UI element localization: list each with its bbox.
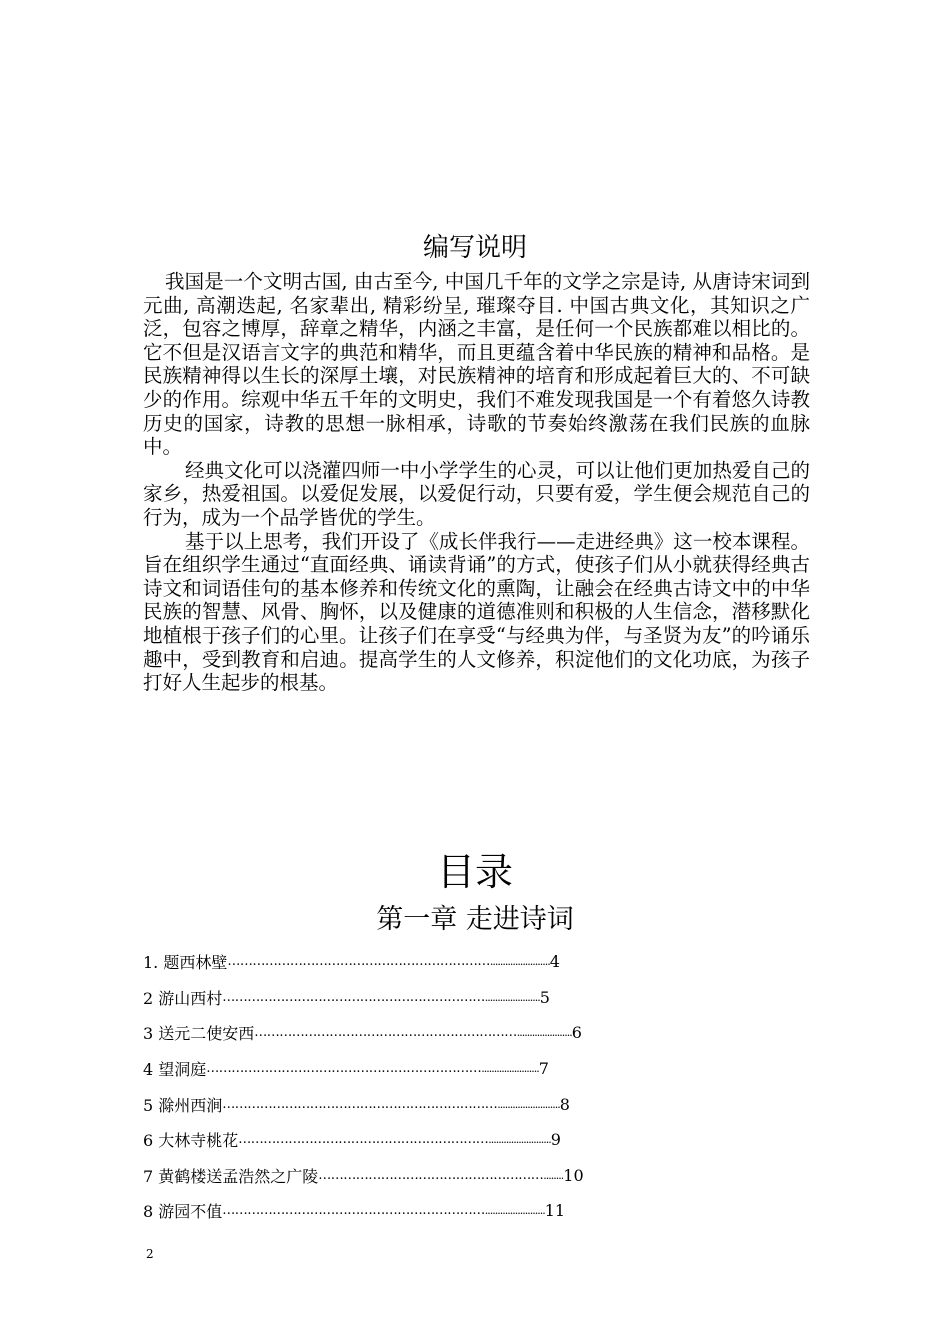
toc-page-number: 10 [563, 1165, 584, 1185]
toc-leader-dots: ……………………………………………………… [227, 954, 490, 970]
toc-page-number: 9 [550, 1130, 561, 1150]
toc-entry[interactable] [143, 1015, 743, 1051]
toc-leader-dots: ......................... [497, 1097, 560, 1111]
toc-leader-dots: ........ [543, 1168, 564, 1182]
toc-leader-dots: ........................ [489, 955, 550, 969]
preface-paragraph-1: 我国是一个文明古国, 由古至今, 中国几千年的文学之宗是诗, 从唐诗宋词到元曲, 高潮迭起, 名家辈出, 精彩纷呈, 璀璨夺目. 中国古典文化，其知识之广泛，包容之博厚，辞章之精华，内涵之丰富，是任何一个民族都难以相比的。它不但是汉语言文字的典范和精华，而且更蕴含着中华民族的精神和品格。是民族精神得以生长的深厚土壤，对民族精神的培育和形成起着巨大的、不可缺少的作用。综观中华五千年的文明史，我们不难发现我国是一个有着悠久诗教历史的国家，诗教的思想一脉相承，诗歌的节奏始终激荡在我们民族的血脉中。 [143, 270, 810, 459]
toc-leader-dots: ……………………………………………… [318, 1167, 544, 1183]
toc-entry-label: 6 大林寺桃花 [143, 1131, 239, 1151]
toc-leader-dots: ……………………………………………………… [254, 1025, 517, 1041]
toc-leader-dots: ……………………………………………………… [222, 989, 485, 1005]
toc-entry-label: 4 望洞庭 [143, 1060, 207, 1080]
toc-entry[interactable] [143, 1193, 743, 1229]
toc-entry-label: 2 游山西村 [143, 988, 223, 1008]
preface-paragraph-2: 经典文化可以浇灌四师一中小学学生的心灵，可以让他们更加热爱自己的家乡，热爱祖国。以爱促发展，以爱促行动，只要有爱，学生便会规范自己的行为，成为一个品学皆优的学生。 [143, 458, 810, 529]
toc-leader-dots: ...................... [484, 990, 540, 1004]
toc-page-number: 6 [571, 1023, 582, 1043]
toc-leader-dots: ........................ [484, 1204, 545, 1218]
toc-leader-dots: ...................... [516, 1026, 572, 1040]
chapter-heading: 第一章 走进诗词 [376, 904, 574, 935]
toc-leader-dots: ......................... [488, 1133, 551, 1147]
toc-leader-dots: …………………………………………………… [238, 1132, 489, 1148]
toc-leader-dots: ....................... [481, 1062, 539, 1076]
preface-body [143, 270, 810, 695]
toc-title: 目录 [436, 850, 513, 894]
toc-entry[interactable] [143, 1051, 743, 1087]
toc-page-number: 4 [549, 952, 560, 972]
toc-entry-label: 5 滁州西涧 [143, 1095, 223, 1115]
toc-entry[interactable] [143, 980, 743, 1016]
document-title: 编写说明 [422, 233, 527, 263]
page-number: 2 [146, 1247, 154, 1261]
toc-entry[interactable] [143, 1158, 743, 1194]
toc-entry[interactable] [143, 1086, 743, 1122]
toc-entry-label: 8 游园不值 [143, 1202, 223, 1222]
toc-leader-dots: ………………………………………………………… [206, 1061, 482, 1077]
toc-entry[interactable] [143, 1122, 743, 1158]
toc-entry-label: 1. 题西林壁 [143, 953, 228, 973]
table-of-contents [143, 944, 743, 1229]
toc-leader-dots: ………………………………………………………… [222, 1096, 498, 1112]
toc-entry-label: 7 黄鹤楼送孟浩然之广陵 [143, 1166, 319, 1186]
toc-page-number: 7 [538, 1059, 549, 1079]
toc-entry-label: 3 送元二使安西 [143, 1024, 255, 1044]
toc-page-number: 5 [539, 987, 550, 1007]
toc-leader-dots: ……………………………………………………… [222, 1203, 485, 1219]
toc-page-number: 11 [544, 1201, 566, 1221]
preface-paragraph-3: 基于以上思考，我们开设了《成长伴我行——走进经典》这一校本课程。旨在组织学生通过“直面经典、诵读背诵”的方式，使孩子们从小就获得经典古诗文和词语佳句的基本修养和传统文化的熏陶，让融会在经典古诗文中的中华民族的智慧、风骨、胸怀，以及健康的道德准则和积极的人生信念，潜移默化地植根于孩子们的心里。让孩子们在享受“与经典为伴，与圣贤为友”的吟诵乐趣中，受到教育和启迪。提高学生的人文修养，积淀他们的文化功底，为孩子打好人生起步的根基。 [143, 529, 810, 695]
toc-entry[interactable] [143, 944, 743, 980]
toc-page-number: 8 [559, 1094, 570, 1114]
